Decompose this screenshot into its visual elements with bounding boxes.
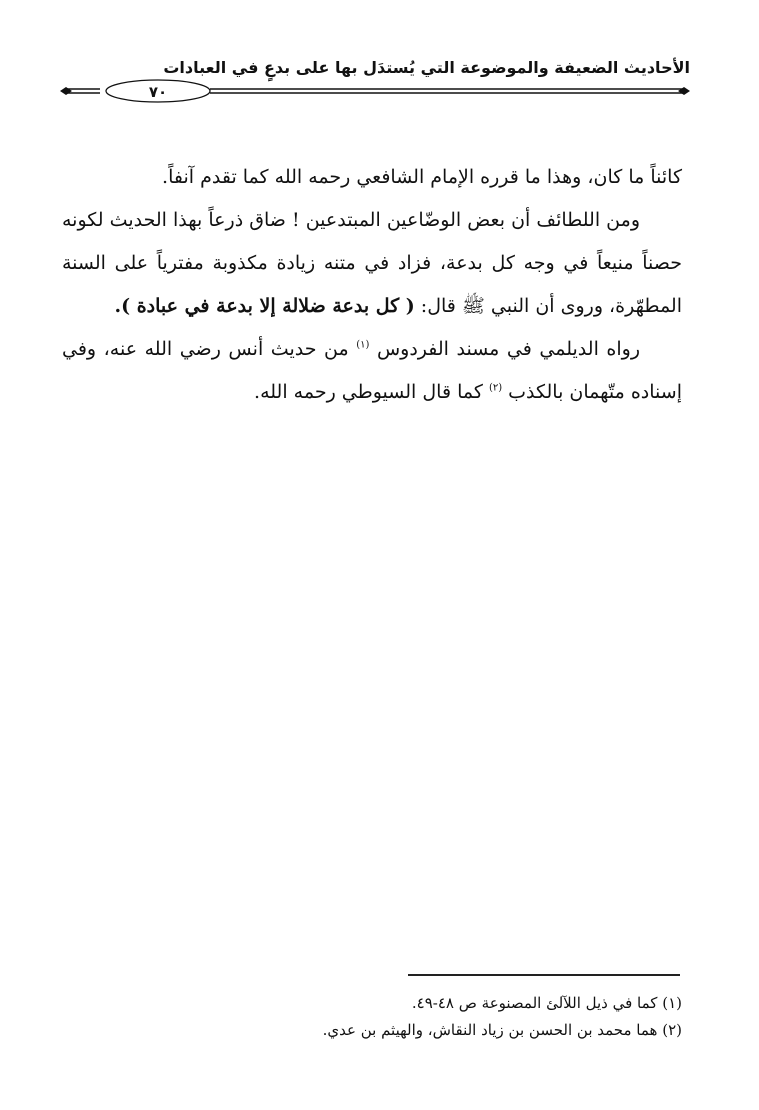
paragraph-2-text: ومن اللطائف أن بعض الوضّاعين المبتدعين ! ضاق ذرعاً بهذا الحديث لكونه حصناً منيعاً في وجه كل بدعة، فزاد في متنه زيادة مكذوبة مفترياً على السنة المطهّرة، وروى أن النبي ﷺ قال: (62, 209, 682, 317)
main-text (62, 156, 682, 414)
footnotes (300, 990, 682, 1044)
paragraph-1-text: كائناً ما كان، وهذا ما قرره الإمام الشافعي رحمه الله كما تقدم آنفاً. (162, 166, 682, 188)
footnote-separator (408, 974, 680, 976)
paragraph-3-text-a: رواه الديلمي في مسند الفردوس (369, 338, 640, 360)
paragraph-3-text-c: كما قال السيوطي رحمه الله. (254, 381, 489, 403)
footnote-2: (٢) هما محمد بن الحسن بن زياد النقاش، والهيثم بن عدي. (322, 1021, 682, 1039)
paragraph-1 (62, 156, 682, 199)
paragraph-3 (62, 328, 682, 414)
page-number: ٧٠ (148, 83, 168, 101)
paragraph-2 (62, 199, 682, 328)
running-header-title: الأحاديث الضعيفة والموضوعة التي يُستدَل بها على بدعٍ في العبادات (163, 58, 690, 77)
footnote-ref-1: (١) (356, 339, 370, 351)
hadith-quote: ( كل بدعة ضلالة إلا بدعة في عبادة ). (114, 295, 415, 317)
footnote-ref-2: (٢) (488, 382, 503, 394)
footnote-1: (١) كما في ذيل اللآلئ المصنوعة ص ٤٨-٤٩. (411, 994, 682, 1012)
paragraph-3-text-b: من حديث أنس رضي الله عنه، وفي إسناده متّهمان بالكذب (62, 338, 682, 403)
